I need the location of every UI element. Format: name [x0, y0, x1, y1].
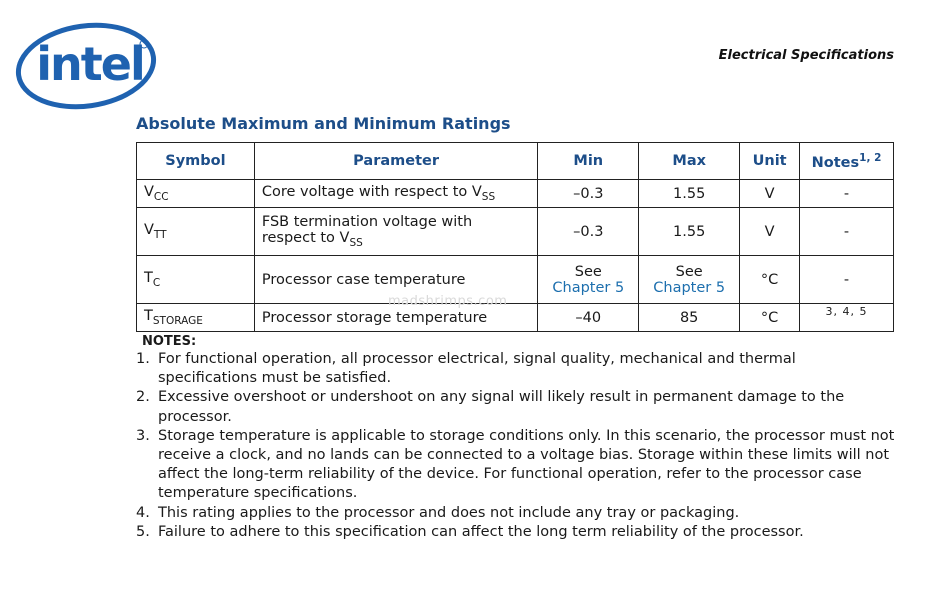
section-header: Electrical Specifications [718, 48, 894, 63]
parameter-cell: Core voltage with respect to $V_{SS}$ [254, 180, 537, 208]
unit-cell: °C [740, 304, 800, 332]
note-item: 4. This rating applies to the processor and does not include any tray or packaging. [136, 504, 740, 521]
max-cell: 85 [639, 304, 740, 332]
header-parameter: Parameter [254, 143, 537, 180]
notes-cell: - [800, 208, 894, 256]
symbol-cell: $T_{STORAGE}$ [137, 304, 255, 332]
header-notes: Notes$^{1, 2}$ [800, 143, 894, 180]
min-cell: –40 [538, 304, 639, 332]
symbol-cell: $V_{CC}$ [137, 180, 255, 208]
note-item: 2. Excessive overshoot or undershoot on any signal will likely result in permanent damage to the processor. [136, 389, 845, 425]
min-cell: See Chapter 5 [538, 256, 639, 304]
watermark: madshrimps.com [388, 294, 508, 309]
logo-text: intel [36, 37, 144, 91]
table-row [137, 180, 894, 208]
max-cell: 1.55 [639, 208, 740, 256]
table-header-row [137, 143, 894, 180]
unit-cell: °C [740, 256, 800, 304]
unit-cell: V [740, 208, 800, 256]
max-cell: 1.55 [639, 180, 740, 208]
table-row [137, 304, 894, 332]
header-max: Max [639, 143, 740, 180]
max-cell: See Chapter 5 [639, 256, 740, 304]
note-item: 1. For functional operation, all processor electrical, signal quality, mechanical and thermal specifications must be satisfied. [136, 351, 796, 387]
notes-cell: - [800, 180, 894, 208]
symbol-cell: $V_{TT}$ [137, 208, 255, 256]
chapter-5-link[interactable]: Chapter 5 [552, 279, 625, 296]
notes-cell: - [800, 256, 894, 304]
parameter-cell: FSB termination voltage with respect to $V_{SS}$ [254, 208, 537, 256]
min-cell: –0.3 [538, 208, 639, 256]
note-item: 5. Failure to adhere to this specification can affect the long term reliability of the processor. [136, 523, 804, 540]
notes-title: NOTES: [142, 334, 197, 349]
header-notes-ref: 1, 2 [859, 151, 882, 164]
unit-cell: V [740, 180, 800, 208]
ratings-table [136, 142, 894, 332]
symbol-cell: $T_C$ [137, 256, 255, 304]
parameter-cell: Processor case temperature [254, 256, 537, 304]
intel-logo [14, 20, 158, 110]
table-row [137, 256, 894, 304]
page-title: Absolute Maximum and Minimum Ratings [136, 114, 511, 133]
notes-list [136, 350, 896, 542]
notes-cell: 3, 4, 5 [800, 304, 894, 332]
header-symbol: Symbol [137, 143, 255, 180]
min-cell: –0.3 [538, 180, 639, 208]
header-unit: Unit [740, 143, 800, 180]
header-min: Min [538, 143, 639, 180]
parameter-cell: Processor storage temperature [254, 304, 537, 332]
chapter-5-link[interactable]: Chapter 5 [653, 279, 726, 296]
note-item: 3. Storage temperature is applicable to storage conditions only. In this scenario, the processor must not receive a clock, and no lands can be connected to a voltage bias. Storage within these limits will not affect the long-term reliability of the device. For functional operation, refer to the processor case temperature specifications. [136, 427, 895, 502]
table-row [137, 208, 894, 256]
